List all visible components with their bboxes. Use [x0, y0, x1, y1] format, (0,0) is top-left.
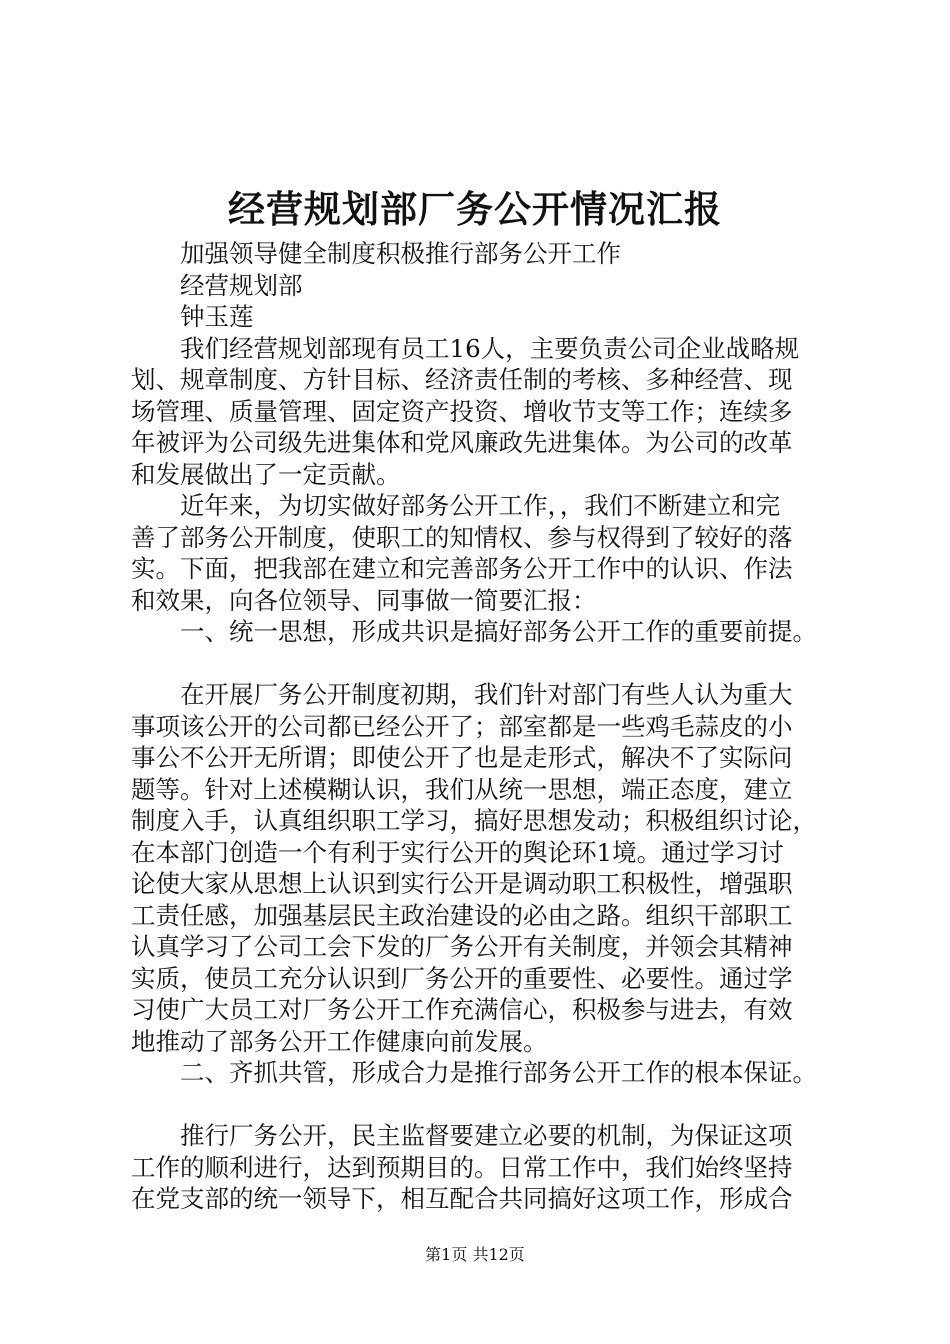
paragraph-line: 工责任感，加强基层民主政治建设的必由之路。组织干部职工 — [131, 900, 793, 930]
paragraph-line: 在党支部的统一领导下，相互配合共同搞好这项工作，形成合 — [131, 1184, 793, 1213]
paragraph-line: 场管理、质量管理、固定资产投资、增收节支等工作；连续多 — [131, 396, 793, 426]
paragraph-line: 近年来，为切实做好部务公开工作，，我们不断建立和完 — [180, 491, 781, 520]
paragraph-3 — [131, 679, 851, 1057]
paragraph-line: 事项该公开的公司都已经公开了；部室都是一些鸡毛蒜皮的小 — [131, 711, 793, 741]
paragraph-line: 我们经营规划部现有员工16人，主要负责公司企业战略规 — [180, 333, 800, 363]
paragraph-line: 题等。针对上述模糊认识，我们从统一思想，端正态度，建立 — [131, 774, 793, 804]
paragraph-4 — [131, 1120, 851, 1215]
page-number-footer: 第1页 共12页 — [425, 1245, 525, 1264]
paragraph-1 — [131, 333, 851, 491]
section-heading-2: 二、齐抓共管，形成合力是推行部务公开工作的根本保证。 — [180, 1058, 817, 1087]
document-title: 经营规划部厂务公开情况汇报 — [228, 187, 722, 231]
section-heading-1: 一、统一思想，形成共识是搞好部务公开工作的重要前提。 — [180, 617, 817, 646]
department-name: 经营规划部 — [180, 270, 303, 300]
paragraph-line: 论使大家从思想上认识到实行公开是调动职工积极性，增强职 — [131, 869, 793, 898]
paragraph-line: 地推动了部务公开工作健康向前发展。 — [131, 1026, 548, 1056]
paragraph-line: 在本部门创造一个有利于实行公开的舆论环1境。通过学习讨 — [131, 837, 784, 867]
author-name: 钟玉莲 — [180, 302, 254, 331]
paragraph-2 — [131, 490, 851, 616]
paragraph-line: 认真学习了公司工会下发的厂务公开有关制度，并领会其精神 — [131, 932, 793, 961]
paragraph-line: 推行厂务公开，民主监督要建立必要的机制，为保证这项 — [180, 1121, 793, 1150]
document-body — [131, 238, 851, 1215]
paragraph-line: 实质，使员工充分认识到厂务公开的重要性、必要性。通过学 — [131, 963, 793, 993]
paragraph-line: 划、规章制度、方针目标、经济责任制的考核、多种经营、现 — [131, 365, 793, 394]
paragraph-line: 和效果，向各位领导、同事做一简要汇报： — [131, 585, 597, 615]
paragraph-line: 实。下面，把我部在建立和完善部务公开工作中的认识、作法 — [131, 554, 793, 583]
paragraph-line: 年被评为公司级先进集体和党风廉政先进集体。为公司的改革 — [131, 428, 793, 457]
paragraph-line: 工作的顺利进行，达到预期目的。日常工作中，我们始终坚持 — [131, 1152, 793, 1182]
paragraph-line: 善了部务公开制度，使职工的知情权、参与权得到了较好的落 — [131, 522, 793, 552]
paragraph-line: 和发展做出了一定贡献。 — [131, 459, 401, 489]
paragraph-line: 制度入手，认真组织职工学习，搞好思想发动；积极组织讨论， — [131, 806, 817, 835]
paragraph-line: 在开展厂务公开制度初期，我们针对部门有些人认为重大 — [180, 680, 793, 709]
blank-line — [131, 1089, 851, 1121]
paragraph-line: 习使广大员工对厂务公开工作充满信心，积极参与进去，有效 — [131, 995, 793, 1024]
paragraph-line: 事公不公开无所谓；即使公开了也是走形式，解决不了实际问 — [131, 743, 793, 772]
blank-line — [131, 648, 851, 680]
subtitle: 加强领导健全制度积极推行部务公开工作 — [180, 239, 621, 268]
